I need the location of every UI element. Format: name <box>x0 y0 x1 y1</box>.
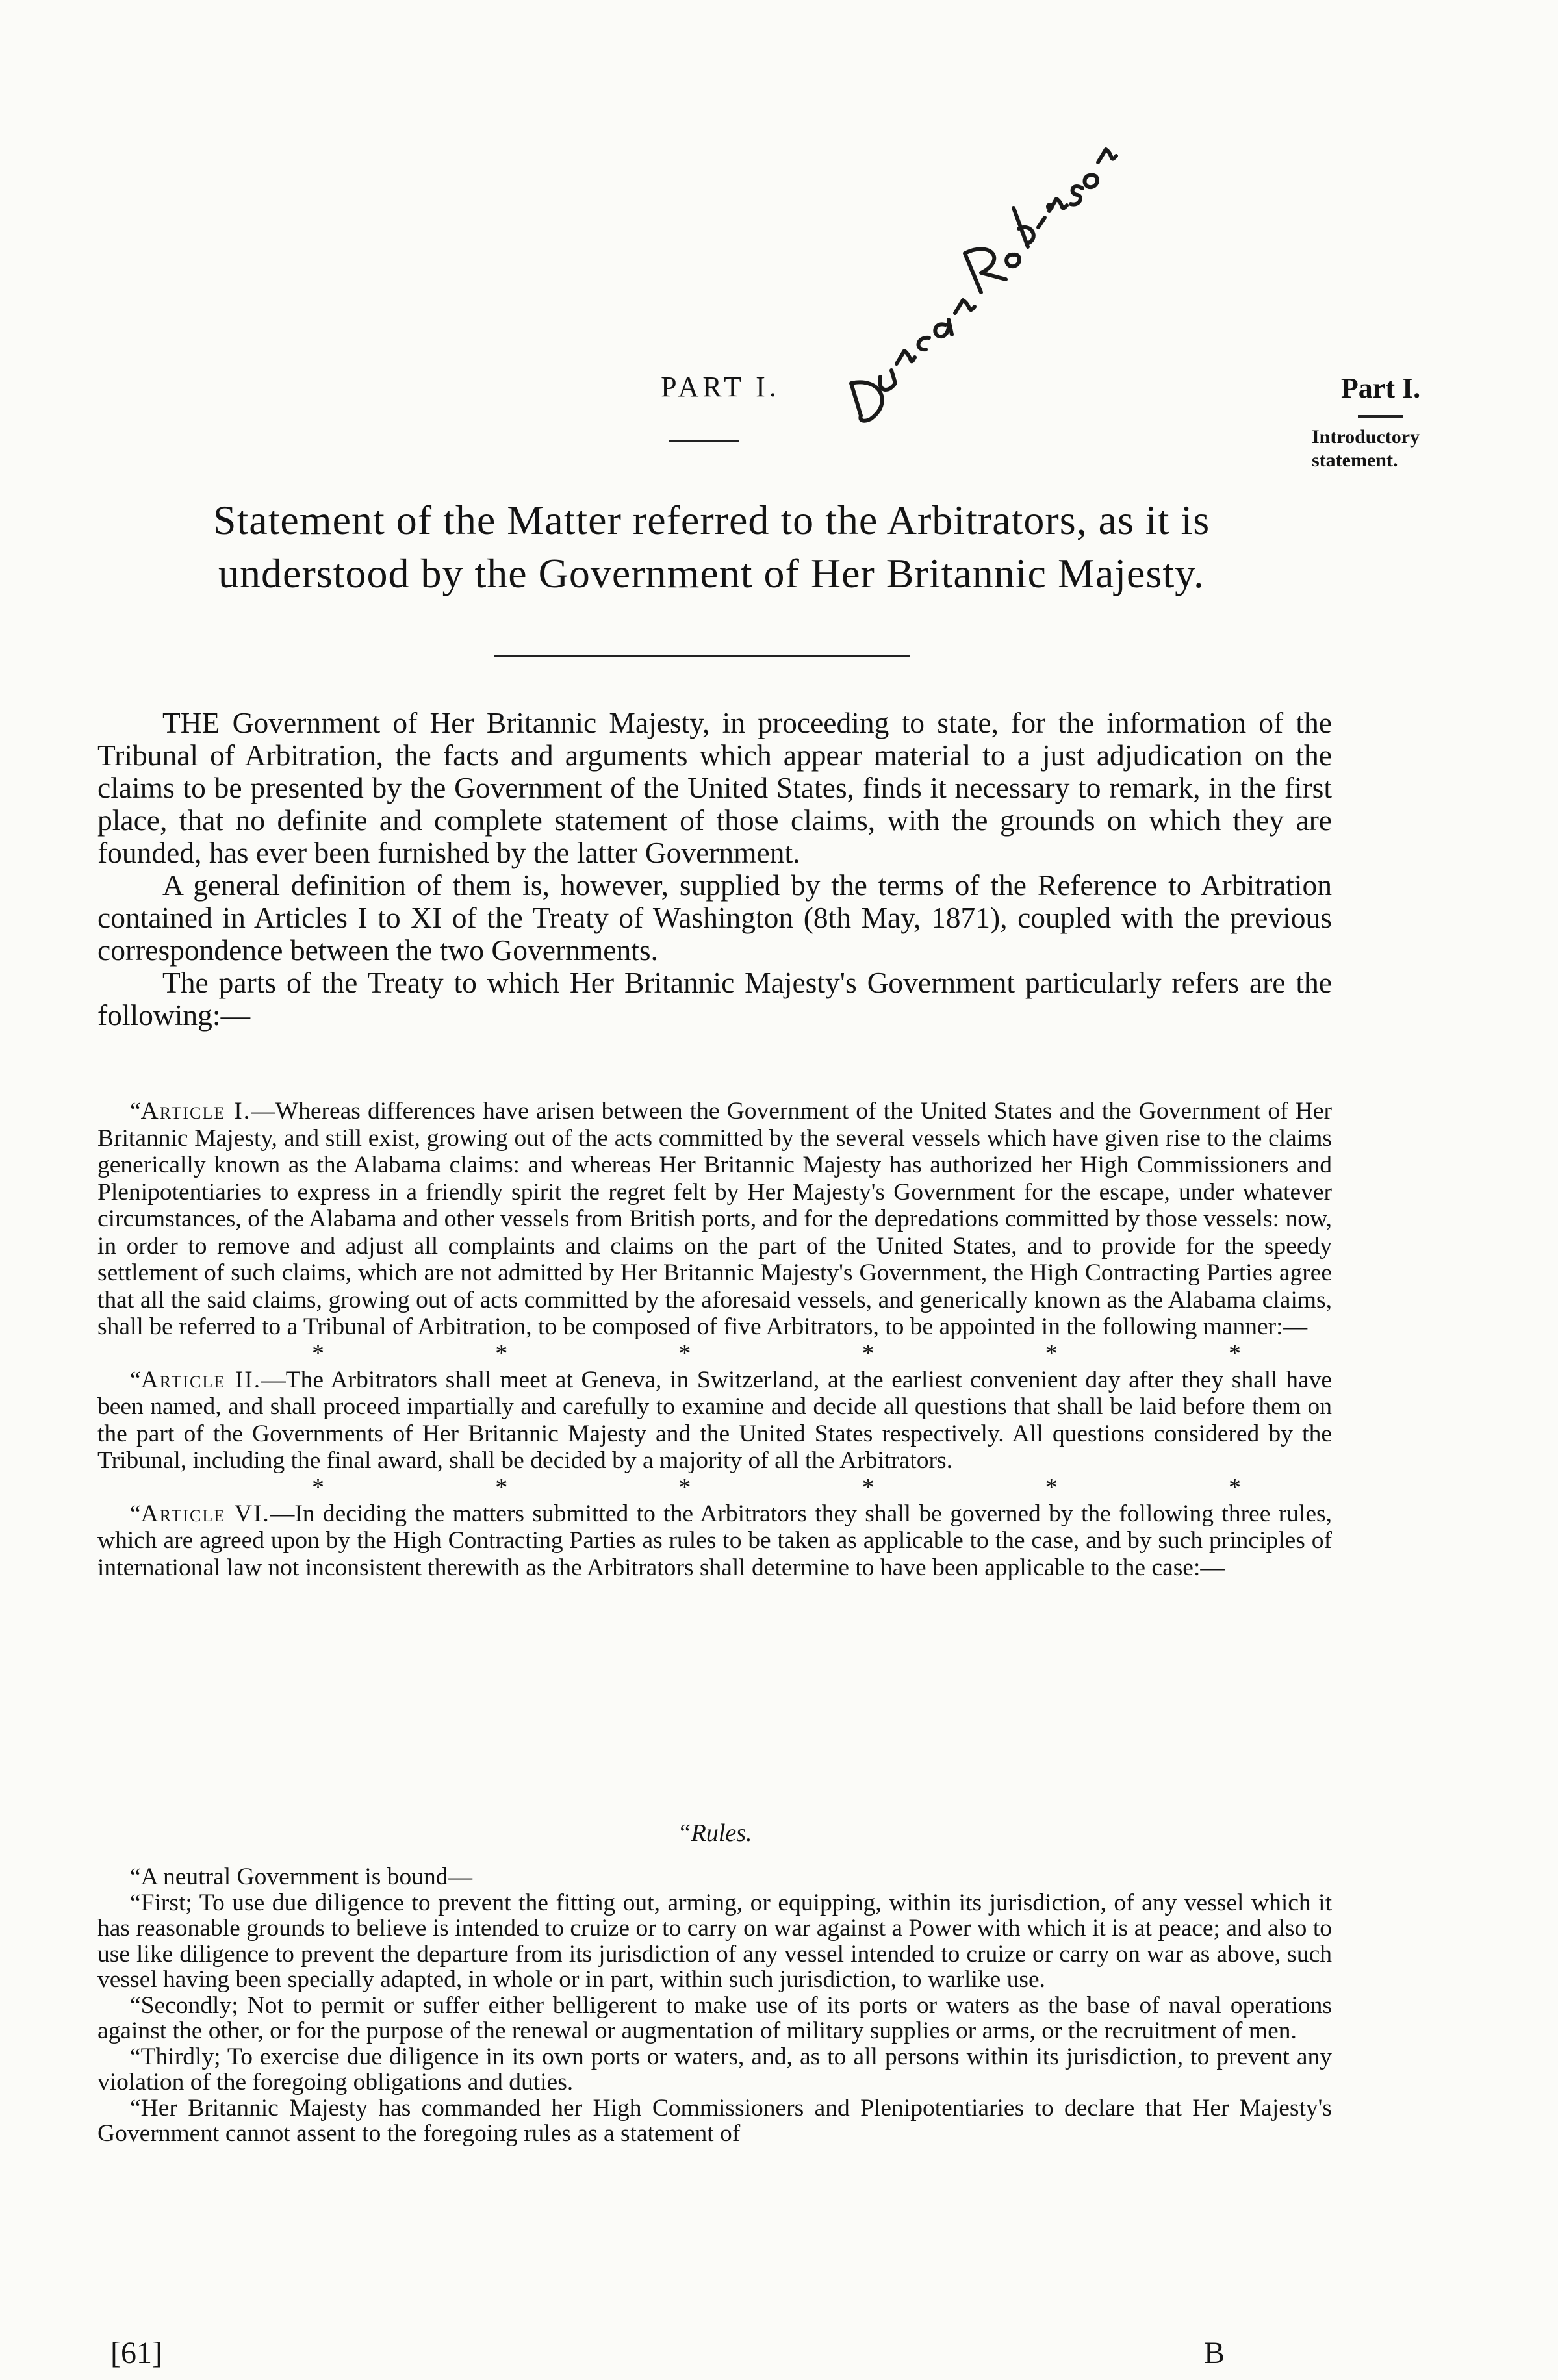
star: * <box>1228 1473 1241 1501</box>
rules-commanded: “Her Britannic Majesty has commanded her High Commissioners and Plenipotentiaries to declare that Her Majesty's Government cannot assent to the foregoing rules as a statement of <box>97 2094 1332 2147</box>
rules-title: “Rules. <box>677 1819 752 1847</box>
star: * <box>862 1473 875 1501</box>
rule-first: “First; To use due diligence to prevent the fitting out, arming, or equipping, within its jurisdiction, of any vessel which it has reasonable grounds to believe is intended to cruize or to carry on war against a Power with which it is at peace; and also to use like diligence to prevent the departure from its jurisdiction of any vessel intended to cruize or carry on war as above, such vessel having been specially adapted, in whole or in part, within such jurisdiction, to warlike use. <box>97 1889 1332 1993</box>
margin-note-line1: Introductory <box>1312 426 1420 448</box>
signature-mark: [61] <box>110 2336 162 2370</box>
ellipsis-stars-1 <box>97 1341 1332 1367</box>
heading-line2: understood by the Government of Her Britannic Majesty. <box>218 550 1205 596</box>
star: * <box>1045 1339 1058 1367</box>
star: * <box>495 1473 508 1501</box>
article-1-label: Article I. <box>140 1098 251 1124</box>
rules-intro: “A neutral Government is bound— <box>130 1864 472 1890</box>
part-title: PART I. <box>661 371 780 403</box>
star: * <box>1045 1473 1058 1501</box>
paragraph-3: The parts of the Treaty to which Her Britannic Majesty's Government particularly refers are the following:— <box>97 966 1332 1032</box>
ellipsis-stars-2 <box>97 1475 1332 1500</box>
star: * <box>312 1339 324 1367</box>
margin-part-label: Part I. <box>1340 372 1421 404</box>
star: * <box>312 1473 324 1501</box>
heading-rule <box>494 655 910 657</box>
star: * <box>862 1339 875 1367</box>
rule-second: “Secondly; Not to permit or suffer either belligerent to make use of its ports or waters as the base of naval operations against the other, or for the purpose of the renewal or augmentation of military supplies or arms, or the recruitment of men. <box>97 1992 1332 2044</box>
star: * <box>1228 1339 1241 1367</box>
paragraph-2: A general definition of them is, however, supplied by the terms of the Reference to Arbitration contained in Articles I to XI of the Treaty of Washington (8th May, 1871), coupled with the previous correspondence between the two Governments. <box>97 868 1332 967</box>
treaty-articles <box>97 1098 1332 1581</box>
star: * <box>678 1339 691 1367</box>
article-6-text: —In deciding the matters submitted to the Arbitrators they shall be governed by the following three rules, which are agreed upon by the High Contracting Parties as rules to be taken as applicable to the case, and by such principles of international law not inconsistent therewith as the Arbitrators shall determine to have been applicable to the case:— <box>97 1500 1332 1581</box>
star: * <box>495 1339 508 1367</box>
paragraph-1: THE Government of Her Britannic Majesty, in proceeding to state, for the information of the Tribunal of Arbitration, the facts and arguments which appear material to a just adjudication on the claims to be presented by the Government of the United States, finds it necessary to remark, in the first place, that no definite and complete statement of those claims, with the grounds on which they are founded, has ever been furnished by the latter Government. <box>97 706 1332 869</box>
article-2: “Article II.—The Arbitrators shall meet at Geneva, in Switzerland, at the earliest convenient day after they shall have been named, and shall proceed impartially and carefully to examine and decide all questions that shall be laid before them on the part of the Governments of Her Britannic Majesty and the United States respectively. All questions considered by the Tribunal, including the final award, shall be decided by a majority of all the Arbitrators. <box>97 1366 1332 1474</box>
article-6-label: Article VI. <box>140 1500 270 1527</box>
rule-third: “Thirdly; To exercise due diligence in its own ports or waters, and, as to all persons within its jurisdiction, to prevent any violation of the foregoing obligations and duties. <box>97 2043 1332 2095</box>
title-rule <box>669 440 739 442</box>
margin-rule <box>1358 415 1403 418</box>
document-heading <box>97 494 1325 600</box>
article-1: “Article I.—Whereas differences have arisen between the Government of the United States and the Government of Her Britannic Majesty, and still exist, growing out of the acts committed by the several vessels which have given rise to the claims generically known as the Alabama claims: and whereas Her Britannic Majesty has authorized her High Commissioners and Plenipotentiaries to express in a friendly spirit the regret felt by Her Majesty's Government for the escape, under whatever circumstances, of the Alabama and other vessels from British ports, and for the depredations committed by those vessels: now, in order to remove and adjust all complaints and claims on the part of the United States, and to provide for the speedy settlement of such claims, which are not admitted by Her Britannic Majesty's Government, the High Contracting Parties agree that all the said claims, growing out of acts committed by the aforesaid vessels, and generically known as the Alabama claims, shall be referred to a Tribunal of Arbitration, to be composed of five Arbitrators, to be appointed in the following manner:— <box>97 1098 1332 1340</box>
margin-note-line2: statement. <box>1312 449 1398 471</box>
article-6: “Article VI.—In deciding the matters submitted to the Arbitrators they shall be governed by the following three rules, which are agreed upon by the High Contracting Parties as rules to be taken as applicable to the case, and by such principles of international law not inconsistent therewith as the Arbitrators shall determine to have been applicable to the case:— <box>97 1500 1332 1581</box>
article-1-text: —Whereas differences have arisen between the Government of the United States and the Government of Her Britannic Majesty, and still exist, growing out of the acts committed by the several vessels which have given rise to the claims generically known as the Alabama claims: and whereas Her Britannic Majesty has authorized her High Commissioners and Plenipotentiaries to express in a friendly spirit the regret felt by Her Majesty's Government for the escape, under whatever circumstances, of the Alabama and other vessels from British ports, and for the depredations committed by those vessels: now, in order to remove and adjust all complaints and claims on the part of the United States, and to provide for the speedy settlement of such claims, which are not admitted by Her Britannic Majesty's Government, the High Contracting Parties agree that all the said claims, growing out of acts committed by the aforesaid vessels, and generically known as the Alabama claims, shall be referred to a Tribunal of Arbitration, to be composed of five Arbitrators, to be appointed in the following manner:— <box>97 1098 1332 1340</box>
heading-line1: Statement of the Matter referred to the Arbitrators, as it is <box>212 497 1210 543</box>
body-text <box>97 707 1332 1032</box>
article-2-label: Article II. <box>140 1366 262 1393</box>
article-2-text: —The Arbitrators shall meet at Geneva, in Switzerland, at the earliest convenient day after they shall have been named, and shall proceed impartially and carefully to examine and decide all questions that shall be laid before them on the part of the Governments of Her Britannic Majesty and the United States respectively. All questions considered by the Tribunal, including the final award, shall be decided by a majority of all the Arbitrators. <box>97 1366 1332 1474</box>
rules-text <box>97 1864 1332 2147</box>
margin-note <box>1296 372 1465 472</box>
page-letter: B <box>1204 2336 1225 2370</box>
star: * <box>678 1473 691 1501</box>
